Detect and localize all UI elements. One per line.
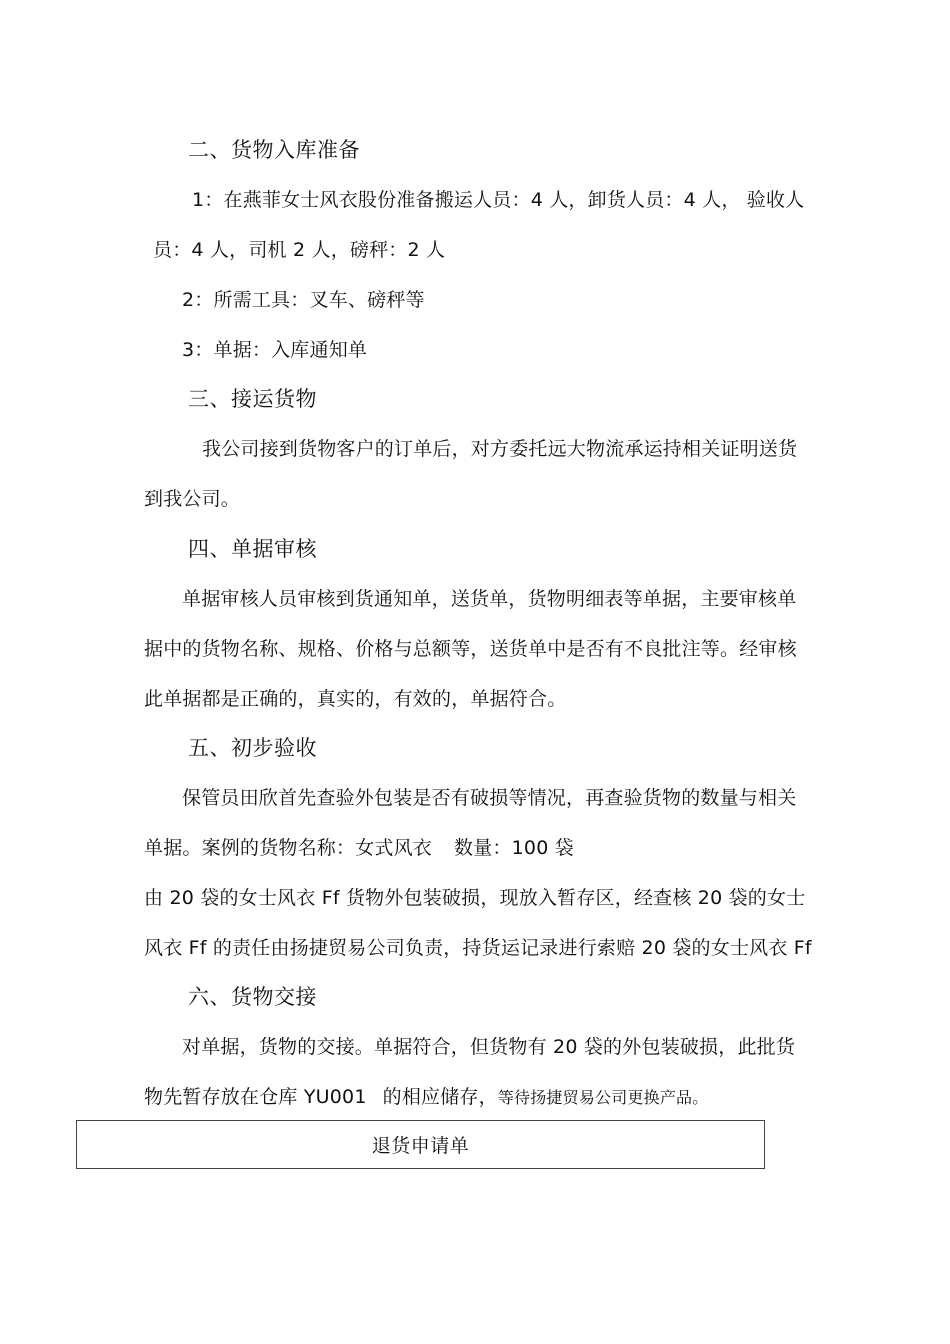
return-form-title: 退货申请单 [371, 1135, 470, 1157]
warehouse-text: 物先暂存放在仓库 YU001 [144, 1086, 367, 1108]
transport-paragraph-line-1: 我公司接到货物客户的订单后，对方委托远大物流承运持相关证明送货 [202, 438, 798, 460]
inspection-paragraph-line-3: 由 20 袋的女士风衣 Ff 货物外包装破损，现放入暂存区，经查核 20 袋的女士 [144, 887, 806, 909]
replacement-note: 等待扬捷贸易公司更换产品。 [497, 1088, 709, 1107]
handover-paragraph-line-1: 对单据，货物的交接。单据符合，但货物有 20 袋的外包装破损，此批货 [182, 1036, 796, 1058]
prep-item-1-line-2: 员：4 人，司机 2 人，磅秤：2 人 [153, 239, 446, 261]
handover-paragraph-line-2 [144, 1084, 708, 1111]
goods-name-text: 单据。案例的货物名称：女式风衣 [144, 837, 433, 859]
prep-item-1-line-1: 1：在燕菲女士风衣股份准备搬运人员：4 人，卸货人员：4 人， 验收人 [192, 189, 805, 211]
inspection-paragraph-line-2 [144, 835, 574, 861]
audit-paragraph-line-1: 单据审核人员审核到货通知单，送货单，货物明细表等单据，主要审核单 [182, 588, 797, 610]
section-heading-transport: 三、接运货物 [188, 387, 317, 411]
section-heading-inspection: 五、初步验收 [188, 736, 317, 760]
audit-paragraph-line-2: 据中的货物名称、规格、价格与总额等，送货单中是否有不良批注等。经审核 [144, 638, 797, 660]
inspection-paragraph-line-1: 保管员田欣首先查验外包装是否有破损等情况，再查验货物的数量与相关 [182, 787, 797, 809]
section-heading-handover: 六、货物交接 [188, 985, 317, 1009]
section-heading-audit: 四、单据审核 [188, 537, 317, 561]
prep-item-3: 3：单据：入库通知单 [182, 339, 368, 361]
section-heading-prep: 二、货物入库准备 [188, 138, 360, 162]
transport-paragraph-line-2: 到我公司。 [144, 488, 241, 510]
storage-text: 的相应储存， [382, 1086, 498, 1108]
inspection-paragraph-line-4: 风衣 Ff 的责任由扬捷贸易公司负责，持货运记录进行索赔 20 袋的女士风衣 Ff [144, 937, 812, 959]
audit-paragraph-line-3: 此单据都是正确的，真实的，有效的，单据符合。 [144, 688, 567, 710]
goods-quantity-text: 数量：100 袋 [454, 837, 574, 859]
prep-item-2: 2：所需工具：叉车、磅秤等 [182, 289, 425, 311]
return-form-title-box [76, 1120, 765, 1169]
